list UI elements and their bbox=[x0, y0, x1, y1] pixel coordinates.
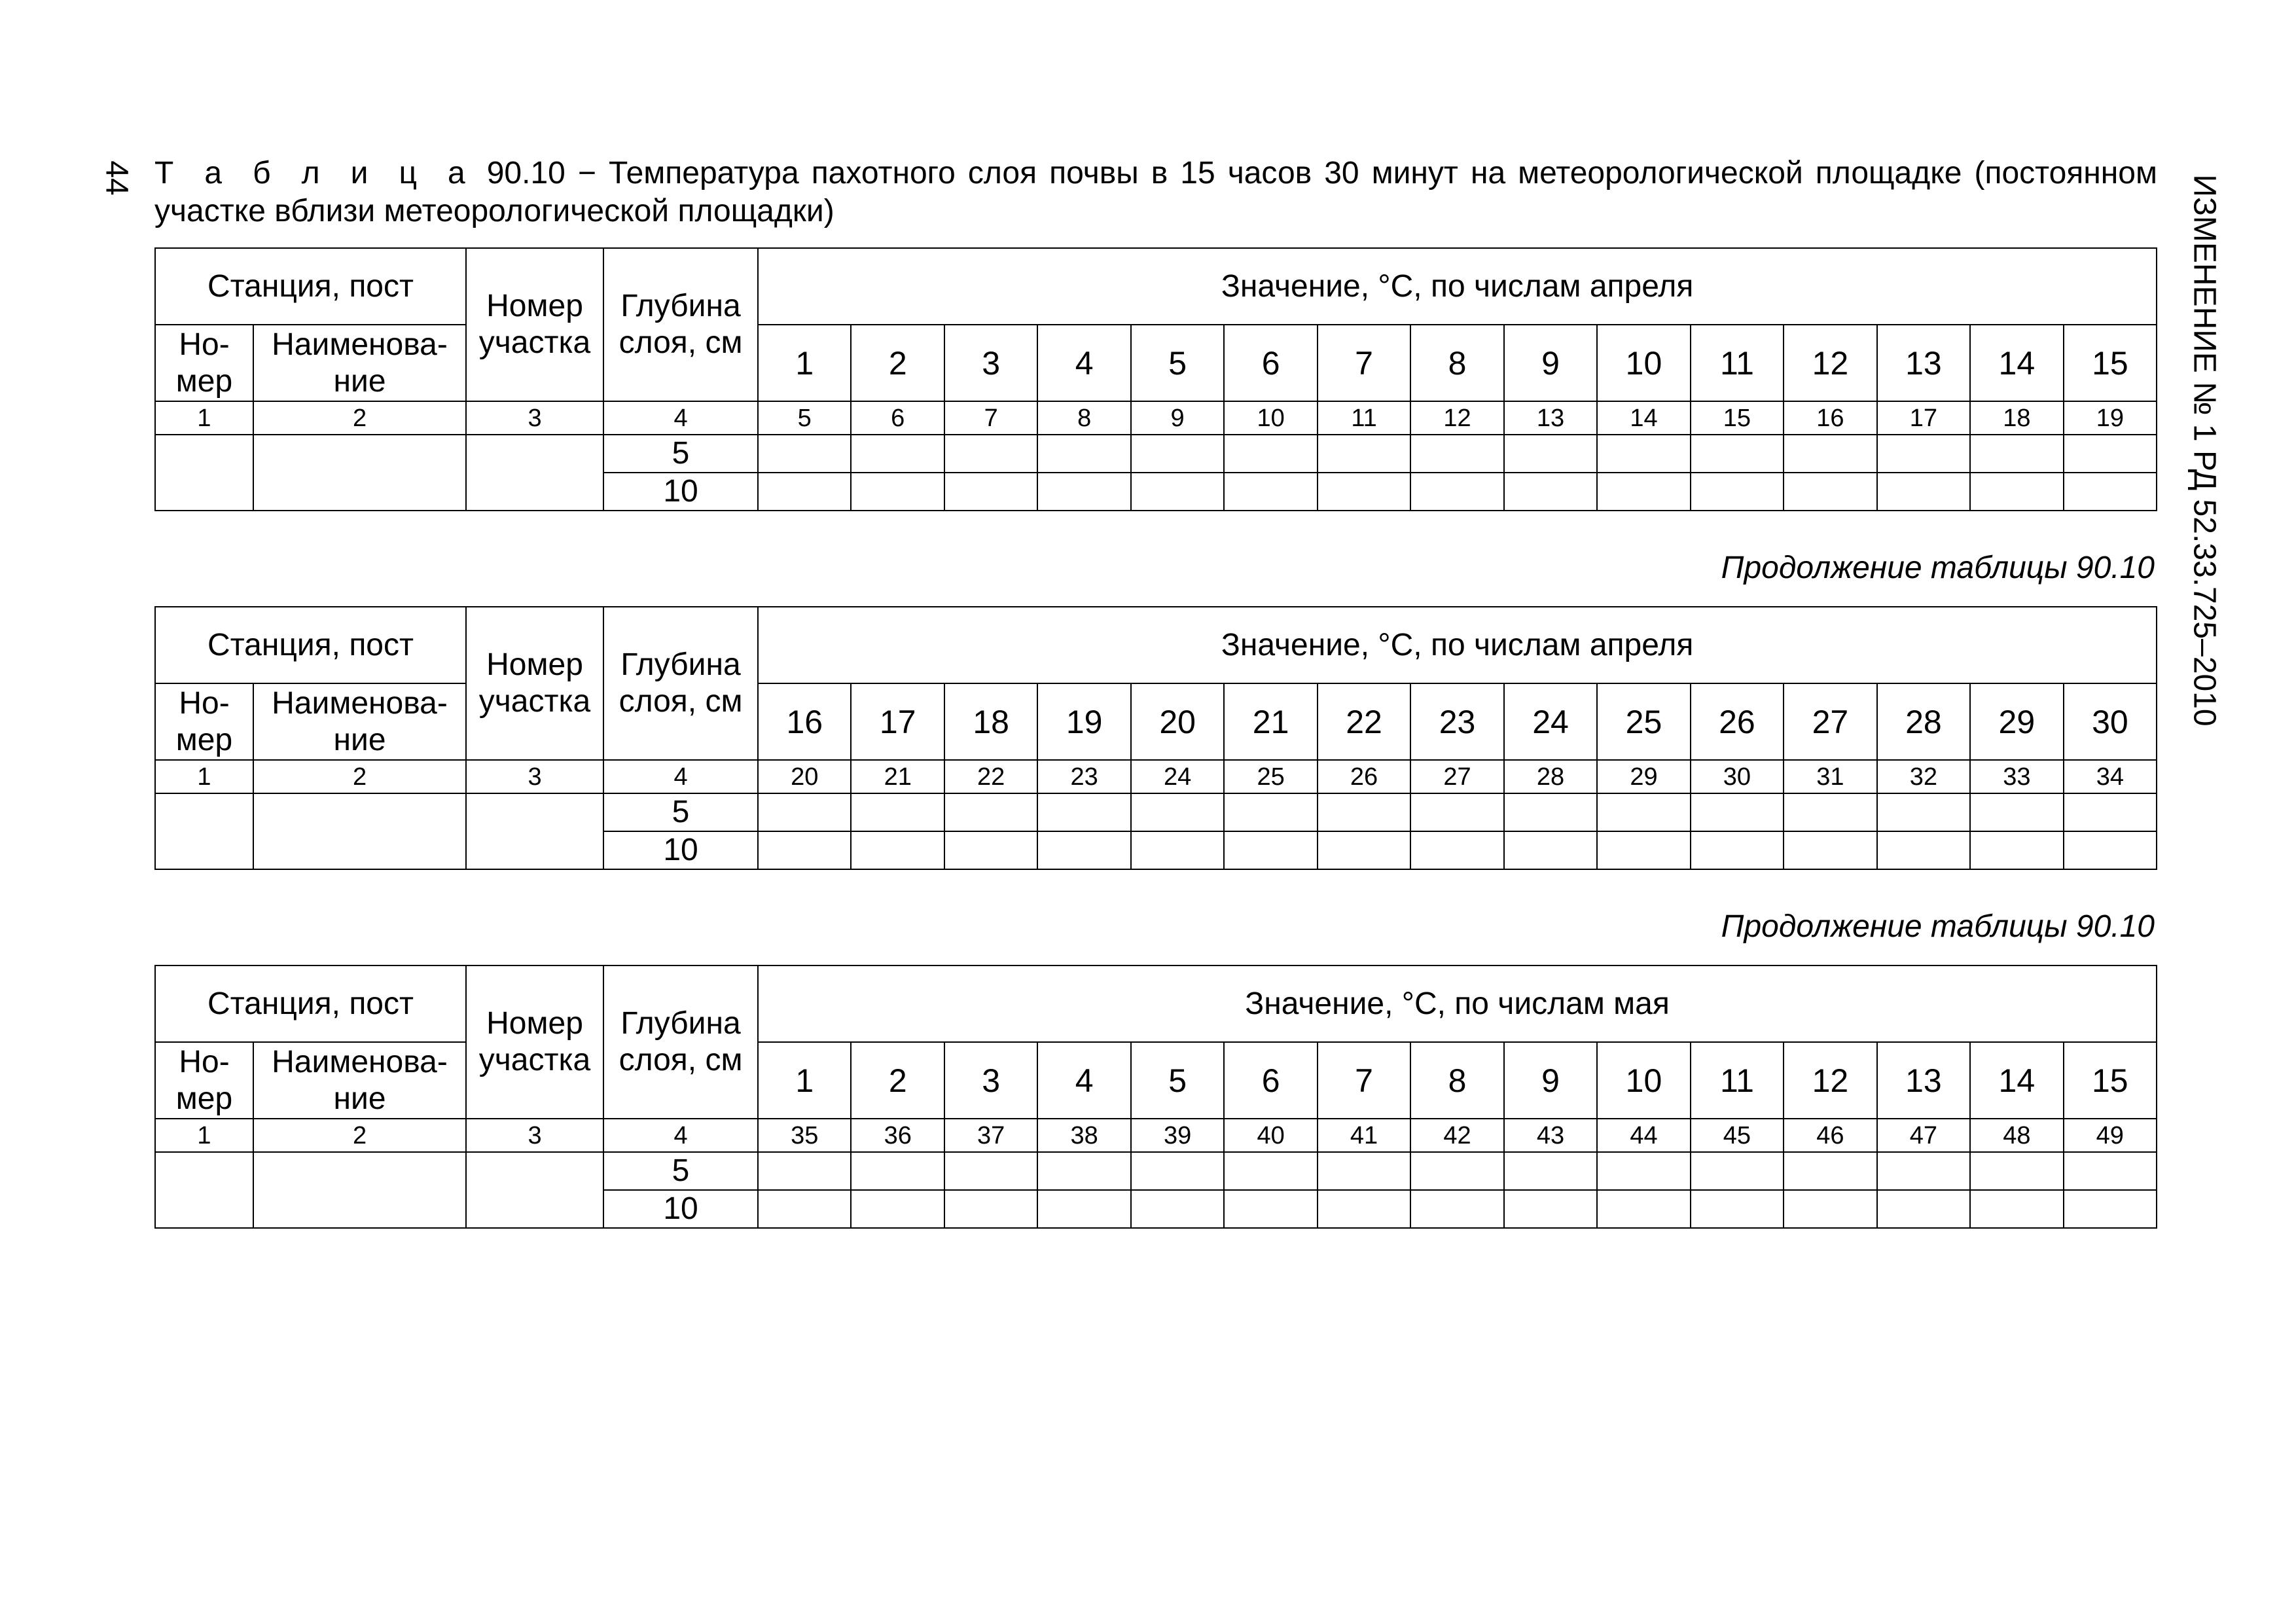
column-number: 13 bbox=[1504, 401, 1597, 435]
cell-value bbox=[758, 435, 851, 473]
header-day: 27 bbox=[1784, 683, 1876, 760]
header-day: 23 bbox=[1410, 683, 1503, 760]
cell-station-number bbox=[155, 793, 253, 869]
cell-value bbox=[1410, 435, 1503, 473]
header-day: 9 bbox=[1504, 1042, 1597, 1119]
cell-value bbox=[1224, 793, 1317, 831]
column-number: 25 bbox=[1224, 760, 1317, 793]
header-value: Значение, °С, по числам апреля bbox=[758, 607, 2157, 683]
column-number: 45 bbox=[1691, 1119, 1784, 1152]
header-depth: Глубина слоя, см bbox=[603, 607, 758, 760]
cell-value bbox=[1691, 793, 1784, 831]
cell-value bbox=[851, 1152, 944, 1190]
header-day: 20 bbox=[1131, 683, 1224, 760]
cell-value bbox=[944, 1152, 1037, 1190]
cell-value bbox=[1131, 831, 1224, 869]
cell-value bbox=[1224, 473, 1317, 511]
column-number: 2 bbox=[253, 760, 466, 793]
cell-value bbox=[1877, 435, 1970, 473]
cell-value bbox=[1970, 473, 2063, 511]
column-number: 16 bbox=[1784, 401, 1876, 435]
column-number: 31 bbox=[1784, 760, 1876, 793]
cell-value bbox=[1410, 831, 1503, 869]
header-day: 4 bbox=[1037, 325, 1130, 401]
cell-value bbox=[1597, 473, 1690, 511]
cell-value bbox=[2064, 793, 2157, 831]
cell-value bbox=[1131, 1190, 1224, 1228]
header-day: 15 bbox=[2064, 1042, 2157, 1119]
column-number: 10 bbox=[1224, 401, 1317, 435]
cell-depth: 5 bbox=[603, 1152, 758, 1190]
header-day: 11 bbox=[1691, 1042, 1784, 1119]
cell-value bbox=[1410, 473, 1503, 511]
header-depth: Глубина слоя, см bbox=[603, 965, 758, 1119]
header-number: Но-мер bbox=[155, 325, 253, 401]
header-day: 4 bbox=[1037, 1042, 1130, 1119]
cell-value bbox=[2064, 1152, 2157, 1190]
cell-value bbox=[1877, 793, 1970, 831]
cell-plot-number bbox=[466, 793, 603, 869]
cell-value bbox=[851, 435, 944, 473]
column-number: 2 bbox=[253, 1119, 466, 1152]
column-number: 28 bbox=[1504, 760, 1597, 793]
column-number: 1 bbox=[155, 760, 253, 793]
column-number: 12 bbox=[1410, 401, 1503, 435]
column-number: 35 bbox=[758, 1119, 851, 1152]
cell-value bbox=[851, 1190, 944, 1228]
header-day: 21 bbox=[1224, 683, 1317, 760]
cell-value bbox=[1784, 1152, 1876, 1190]
column-number: 7 bbox=[944, 401, 1037, 435]
cell-value bbox=[758, 1190, 851, 1228]
header-number: Но-мер bbox=[155, 683, 253, 760]
cell-value bbox=[1877, 1190, 1970, 1228]
column-number: 1 bbox=[155, 1119, 253, 1152]
table-caption bbox=[154, 154, 2157, 230]
cell-value bbox=[758, 473, 851, 511]
header-day: 28 bbox=[1877, 683, 1970, 760]
header-value: Значение, °С, по числам апреля bbox=[758, 248, 2157, 325]
cell-station-name bbox=[253, 1152, 466, 1228]
column-number: 3 bbox=[466, 401, 603, 435]
column-number: 9 bbox=[1131, 401, 1224, 435]
header-day: 6 bbox=[1224, 1042, 1317, 1119]
cell-value bbox=[758, 831, 851, 869]
cell-value bbox=[1877, 473, 1970, 511]
column-number: 39 bbox=[1131, 1119, 1224, 1152]
cell-value bbox=[1597, 831, 1690, 869]
column-number: 1 bbox=[155, 401, 253, 435]
cell-value bbox=[1131, 435, 1224, 473]
cell-value bbox=[1970, 435, 2063, 473]
header-day: 13 bbox=[1877, 325, 1970, 401]
cell-depth: 10 bbox=[603, 831, 758, 869]
header-day: 3 bbox=[944, 325, 1037, 401]
cell-value bbox=[2064, 831, 2157, 869]
cell-value bbox=[944, 831, 1037, 869]
caption-label: Т а б л и ц а bbox=[154, 156, 475, 190]
cell-value bbox=[1037, 831, 1130, 869]
cell-value bbox=[1877, 1152, 1970, 1190]
header-day: 12 bbox=[1784, 1042, 1876, 1119]
cell-value bbox=[944, 435, 1037, 473]
header-day: 2 bbox=[851, 1042, 944, 1119]
column-number: 4 bbox=[603, 401, 758, 435]
column-number: 48 bbox=[1970, 1119, 2063, 1152]
column-number: 21 bbox=[851, 760, 944, 793]
column-number: 36 bbox=[851, 1119, 944, 1152]
header-name: Наименова-ние bbox=[253, 325, 466, 401]
header-plot-number: Номер участка bbox=[466, 965, 603, 1119]
column-number: 26 bbox=[1318, 760, 1410, 793]
column-number: 24 bbox=[1131, 760, 1224, 793]
header-day: 14 bbox=[1970, 325, 2063, 401]
cell-station-number bbox=[155, 1152, 253, 1228]
cell-value bbox=[1597, 1190, 1690, 1228]
header-name: Наименова-ние bbox=[253, 683, 466, 760]
column-number: 38 bbox=[1037, 1119, 1130, 1152]
header-plot-number: Номер участка bbox=[466, 607, 603, 760]
header-day: 3 bbox=[944, 1042, 1037, 1119]
header-day: 6 bbox=[1224, 325, 1317, 401]
header-day: 5 bbox=[1131, 325, 1224, 401]
continuation-label: Продолжение таблицы 90.10 bbox=[1721, 550, 2155, 585]
cell-value bbox=[1970, 793, 2063, 831]
column-number: 19 bbox=[2064, 401, 2157, 435]
header-day: 25 bbox=[1597, 683, 1690, 760]
column-number: 46 bbox=[1784, 1119, 1876, 1152]
cell-value bbox=[2064, 473, 2157, 511]
column-number: 2 bbox=[253, 401, 466, 435]
cell-value bbox=[758, 1152, 851, 1190]
cell-value bbox=[1224, 831, 1317, 869]
cell-value bbox=[1504, 435, 1597, 473]
cell-value bbox=[1131, 793, 1224, 831]
cell-value bbox=[1037, 473, 1130, 511]
cell-value bbox=[944, 793, 1037, 831]
cell-value bbox=[1970, 1152, 2063, 1190]
cell-value bbox=[1318, 793, 1410, 831]
header-day: 18 bbox=[944, 683, 1037, 760]
header-day: 8 bbox=[1410, 325, 1503, 401]
column-number: 4 bbox=[603, 760, 758, 793]
cell-value bbox=[944, 1190, 1037, 1228]
column-number: 11 bbox=[1318, 401, 1410, 435]
data-table bbox=[154, 606, 2157, 870]
column-number: 3 bbox=[466, 1119, 603, 1152]
header-day: 1 bbox=[758, 1042, 851, 1119]
cell-value bbox=[1597, 435, 1690, 473]
header-day: 17 bbox=[851, 683, 944, 760]
header-day: 12 bbox=[1784, 325, 1876, 401]
cell-value bbox=[1877, 831, 1970, 869]
header-depth: Глубина слоя, см bbox=[603, 248, 758, 401]
cell-value bbox=[1318, 1190, 1410, 1228]
header-day: 29 bbox=[1970, 683, 2063, 760]
cell-value bbox=[1784, 1190, 1876, 1228]
column-number: 43 bbox=[1504, 1119, 1597, 1152]
cell-value bbox=[1970, 1190, 2063, 1228]
column-number: 27 bbox=[1410, 760, 1503, 793]
cell-value bbox=[1597, 1152, 1690, 1190]
cell-value bbox=[1691, 435, 1784, 473]
cell-station-name bbox=[253, 435, 466, 511]
document-title: ИЗМЕНЕНИЕ № 1 РД 52.33.725–2010 bbox=[2187, 174, 2222, 727]
column-number: 17 bbox=[1877, 401, 1970, 435]
header-plot-number: Номер участка bbox=[466, 248, 603, 401]
column-number: 47 bbox=[1877, 1119, 1970, 1152]
cell-depth: 5 bbox=[603, 793, 758, 831]
cell-value bbox=[1318, 435, 1410, 473]
header-day: 24 bbox=[1504, 683, 1597, 760]
header-number: Но-мер bbox=[155, 1042, 253, 1119]
cell-value bbox=[1131, 473, 1224, 511]
header-value: Значение, °С, по числам мая bbox=[758, 965, 2157, 1042]
data-table bbox=[154, 965, 2157, 1229]
header-day: 2 bbox=[851, 325, 944, 401]
cell-station-name bbox=[253, 793, 466, 869]
cell-value bbox=[1784, 473, 1876, 511]
cell-value bbox=[1504, 1152, 1597, 1190]
cell-value bbox=[944, 473, 1037, 511]
cell-value bbox=[1410, 793, 1503, 831]
header-day: 7 bbox=[1318, 1042, 1410, 1119]
header-day: 22 bbox=[1318, 683, 1410, 760]
cell-value bbox=[1691, 831, 1784, 869]
column-number: 40 bbox=[1224, 1119, 1317, 1152]
cell-value bbox=[1597, 793, 1690, 831]
continuation-label: Продолжение таблицы 90.10 bbox=[1721, 909, 2155, 944]
header-day: 9 bbox=[1504, 325, 1597, 401]
header-day: 15 bbox=[2064, 325, 2157, 401]
column-number: 14 bbox=[1597, 401, 1690, 435]
column-number: 34 bbox=[2064, 760, 2157, 793]
cell-value bbox=[851, 793, 944, 831]
column-number: 4 bbox=[603, 1119, 758, 1152]
header-day: 14 bbox=[1970, 1042, 2063, 1119]
cell-value bbox=[1504, 1190, 1597, 1228]
cell-value bbox=[1224, 1190, 1317, 1228]
cell-value bbox=[1224, 1152, 1317, 1190]
data-table bbox=[154, 247, 2157, 511]
header-day: 19 bbox=[1037, 683, 1130, 760]
cell-value bbox=[1224, 435, 1317, 473]
column-number: 5 bbox=[758, 401, 851, 435]
header-station: Станция, пост bbox=[155, 607, 466, 683]
column-number: 33 bbox=[1970, 760, 2063, 793]
cell-plot-number bbox=[466, 1152, 603, 1228]
cell-depth: 5 bbox=[603, 435, 758, 473]
cell-value bbox=[1318, 831, 1410, 869]
cell-value bbox=[1318, 1152, 1410, 1190]
cell-value bbox=[1410, 1190, 1503, 1228]
column-number: 32 bbox=[1877, 760, 1970, 793]
cell-value bbox=[1784, 831, 1876, 869]
header-station: Станция, пост bbox=[155, 965, 466, 1042]
cell-station-number bbox=[155, 435, 253, 511]
cell-value bbox=[1504, 793, 1597, 831]
header-day: 16 bbox=[758, 683, 851, 760]
column-number: 49 bbox=[2064, 1119, 2157, 1152]
cell-value bbox=[851, 473, 944, 511]
column-number: 44 bbox=[1597, 1119, 1690, 1152]
cell-value bbox=[1784, 793, 1876, 831]
cell-value bbox=[1037, 435, 1130, 473]
column-number: 6 bbox=[851, 401, 944, 435]
cell-value bbox=[1318, 473, 1410, 511]
cell-depth: 10 bbox=[603, 473, 758, 511]
header-name: Наименова-ние bbox=[253, 1042, 466, 1119]
cell-value bbox=[758, 793, 851, 831]
header-day: 13 bbox=[1877, 1042, 1970, 1119]
cell-value bbox=[1037, 1152, 1130, 1190]
cell-value bbox=[1037, 1190, 1130, 1228]
cell-value bbox=[1970, 831, 2063, 869]
cell-value bbox=[1691, 473, 1784, 511]
header-day: 10 bbox=[1597, 325, 1690, 401]
cell-plot-number bbox=[466, 435, 603, 511]
header-day: 10 bbox=[1597, 1042, 1690, 1119]
header-day: 8 bbox=[1410, 1042, 1503, 1119]
cell-value bbox=[851, 831, 944, 869]
header-day: 26 bbox=[1691, 683, 1784, 760]
cell-value bbox=[1691, 1190, 1784, 1228]
cell-value bbox=[2064, 1190, 2157, 1228]
column-number: 29 bbox=[1597, 760, 1690, 793]
column-number: 18 bbox=[1970, 401, 2063, 435]
header-day: 11 bbox=[1691, 325, 1784, 401]
header-day: 30 bbox=[2064, 683, 2157, 760]
header-day: 1 bbox=[758, 325, 851, 401]
column-number: 3 bbox=[466, 760, 603, 793]
cell-depth: 10 bbox=[603, 1190, 758, 1228]
column-number: 41 bbox=[1318, 1119, 1410, 1152]
column-number: 8 bbox=[1037, 401, 1130, 435]
caption-text: 90.10 − Температура пахотного слоя почвы в 15 часов 30 минут на метеорологической площадке (постоянном участке вблизи метеорологической площадки) bbox=[154, 156, 2158, 228]
header-day: 7 bbox=[1318, 325, 1410, 401]
page-number: 44 bbox=[99, 160, 134, 196]
header-station: Станция, пост bbox=[155, 248, 466, 325]
column-number: 15 bbox=[1691, 401, 1784, 435]
column-number: 22 bbox=[944, 760, 1037, 793]
cell-value bbox=[1131, 1152, 1224, 1190]
column-number: 42 bbox=[1410, 1119, 1503, 1152]
cell-value bbox=[1784, 435, 1876, 473]
cell-value bbox=[2064, 435, 2157, 473]
header-day: 5 bbox=[1131, 1042, 1224, 1119]
cell-value bbox=[1691, 1152, 1784, 1190]
cell-value bbox=[1037, 793, 1130, 831]
column-number: 30 bbox=[1691, 760, 1784, 793]
cell-value bbox=[1410, 1152, 1503, 1190]
column-number: 37 bbox=[944, 1119, 1037, 1152]
column-number: 20 bbox=[758, 760, 851, 793]
cell-value bbox=[1504, 473, 1597, 511]
cell-value bbox=[1504, 831, 1597, 869]
column-number: 23 bbox=[1037, 760, 1130, 793]
